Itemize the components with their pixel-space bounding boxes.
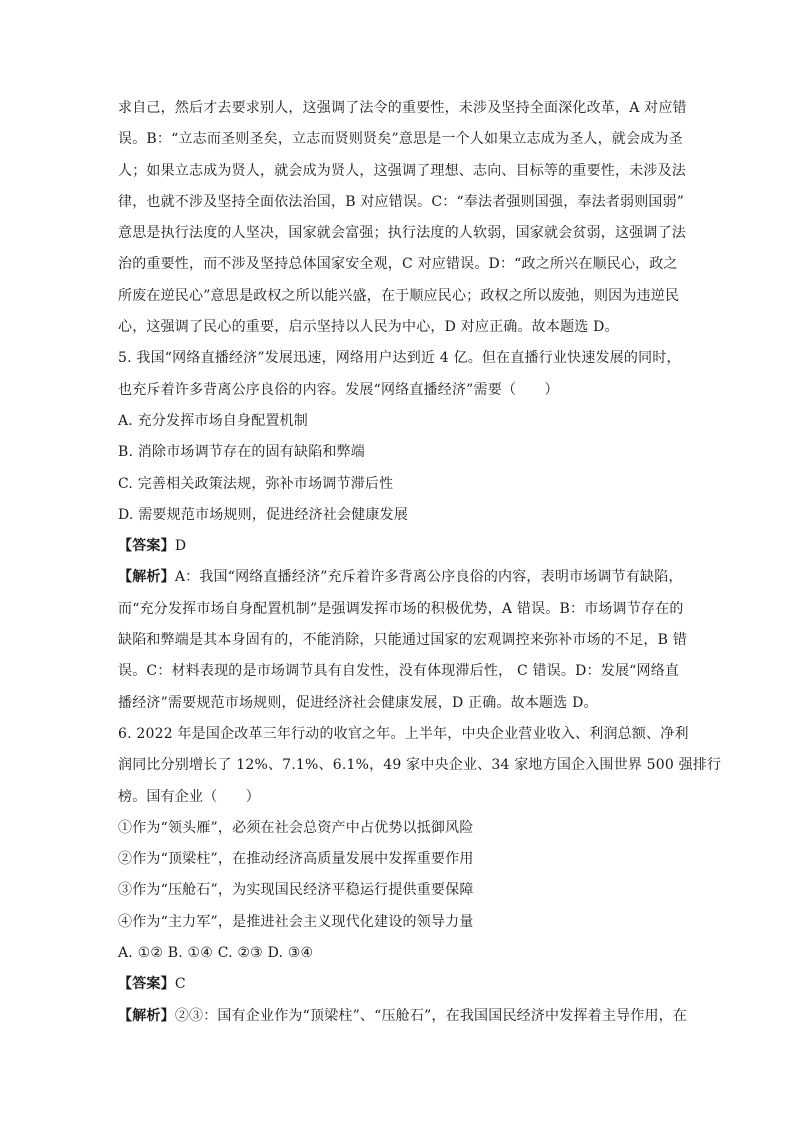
text-line: 意思是执行法度的人坚决，国家就会富强；执行法度的人软弱，国家就会贫弱，这强调了法 xyxy=(118,225,686,242)
question-stem: 6. 2022 年是国企改革三年行动的收官之年。上半年，中央企业营业收入、利润总额、净利 xyxy=(118,725,689,742)
analysis-line xyxy=(118,562,683,593)
option-d: D. 需要规范市场规则，促进经济社会健康发展 xyxy=(118,506,409,523)
answer-value: C xyxy=(174,976,186,993)
text-line: 播经济”需要规范市场规则，促进经济社会健康发展，D 正确。故本题选 D。 xyxy=(118,694,598,711)
text-line: 人；如果立志成为贤人，就会成为贤人，这强调了理想、志向、目标等的重要性，未涉及法 xyxy=(118,162,686,179)
statement-1: ①作为“领头雁”，必须在社会总资产中占优势以抵御风险 xyxy=(118,819,474,836)
question-6 xyxy=(118,719,722,1032)
answer-line xyxy=(118,969,678,1000)
text-line: 求自己，然后才去要求别人，这强调了法令的重要性，未涉及坚持全面深化改革，A 对应错 xyxy=(118,100,687,116)
answer-value: D xyxy=(174,538,187,555)
text-line: 误。C：材料表现的是市场调节具有自发性，没有体现滞后性， C 错误。D：发展“网络直 xyxy=(118,663,680,680)
question-stem: 润同比分别增长了 12%、7.1%、6.1%，49 家中央企业、34 家地方国企入围世界 500 强排行 xyxy=(118,757,722,774)
text-line: 所废在逆民心”意思是政权之所以能兴盛，在于顺应民心；政权之所以废弛，则因为违逆民 xyxy=(118,287,680,304)
answer-line xyxy=(118,531,678,562)
text-line: 误。B：“立志而圣则圣矣，立志而贤则贤矣”意思是一个人如果立志成为圣人，就会成为圣 xyxy=(118,131,683,148)
text-line: 律，也就不涉及坚持全面依法治国，B 对应错误。C：“奉法者强则国强，奉法者弱则国弱” xyxy=(118,193,685,210)
question-5 xyxy=(118,343,687,719)
analysis-tag: 【解析】 xyxy=(118,569,175,586)
option-b: B. 消除市场调节存在的固有缺陷和弊端 xyxy=(118,444,365,461)
text-line: 治的重要性，而不涉及坚持总体国家安全观，C 对应错误。D：“政之所兴在顺民心，政之 xyxy=(118,256,678,273)
question-stem: 5. 我国“网络直播经济”发展迅速，网络用户达到近 4 亿。但在直播行业快速发展的同时， xyxy=(118,350,681,367)
text-line: 心，这强调了民心的重要，启示坚持以人民为中心，D 对应正确。故本题选 D。 xyxy=(118,319,619,336)
document-page xyxy=(118,93,722,1032)
statement-4: ④作为“主力军”，是推进社会主义现代化建设的领导力量 xyxy=(118,913,474,930)
text-line: 而“充分发挥市场自身配置机制”是强调发挥市场的积极优势，A 错误。B：市场调节存在的 xyxy=(118,600,684,617)
analysis-tag: 【解析】 xyxy=(118,1007,175,1024)
options-line: A. ①② B. ①④ C. ②③ D. ③④ xyxy=(118,945,314,962)
statement-3: ③作为“压舱石”，为实现国民经济平稳运行提供重要保障 xyxy=(118,882,474,899)
option-c: C. 完善相关政策法规，弥补市场调节滞后性 xyxy=(118,475,394,492)
option-a: A. 充分发挥市场自身配置机制 xyxy=(118,412,309,429)
question-stem: 榜。国有企业（ ） xyxy=(118,788,260,805)
statement-2: ②作为“顶梁柱”，在推动经济高质量发展中发挥重要作用 xyxy=(118,851,474,868)
text-line: 缺陷和弊端是其本身固有的，不能消除，只能通过国家的宏观调控来弥补市场的不足，B 错 xyxy=(118,632,687,649)
answer-tag: 【答案】 xyxy=(118,538,175,555)
analysis-text: A：我国“网络直播经济”充斥着许多背离公序良俗的内容，表明市场调节有缺陷， xyxy=(174,569,683,586)
analysis-text: ②③：国有企业作为“顶梁柱”、“压舱石”，在我国国民经济中发挥着主导作用，在 xyxy=(174,1007,688,1024)
answer-tag: 【答案】 xyxy=(118,976,175,993)
prev-analysis-block xyxy=(118,93,687,343)
question-stem: 也充斥着许多背离公序良俗的内容。发展“网络直播经济”需要（ ） xyxy=(118,381,559,398)
analysis-line xyxy=(118,1001,688,1032)
